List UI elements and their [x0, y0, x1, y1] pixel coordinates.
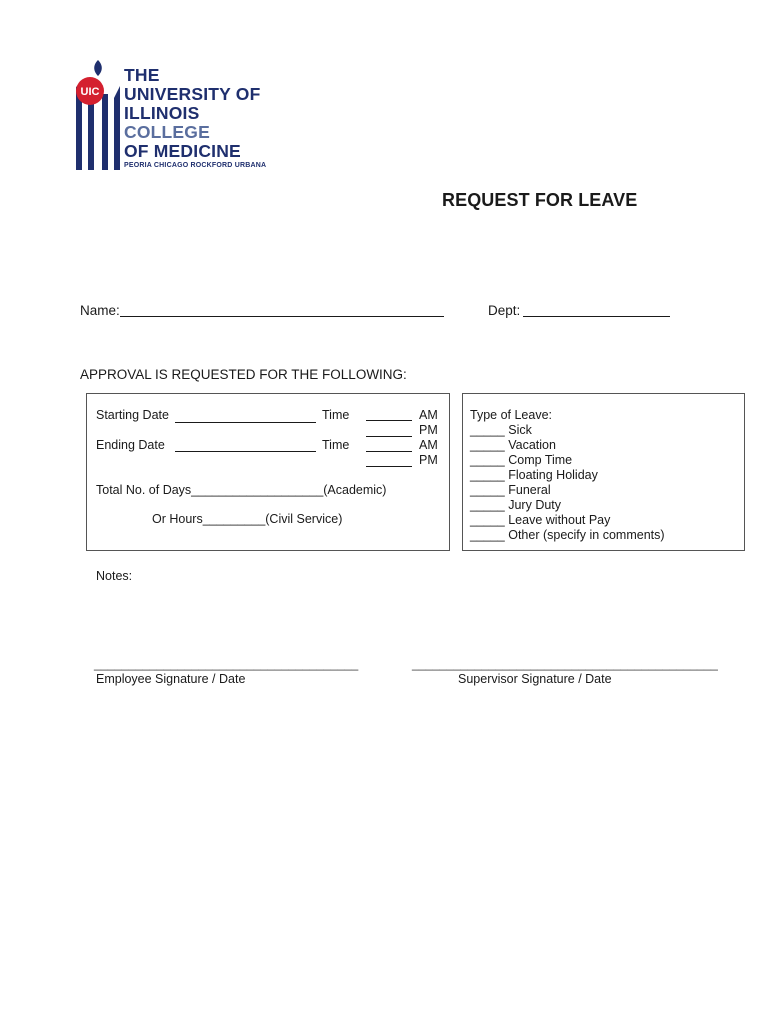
- ending-date-field[interactable]: [175, 437, 316, 452]
- leave-option-jury-duty[interactable]: _____ Jury Duty: [470, 498, 562, 512]
- leave-option-leave-without-pay[interactable]: _____ Leave without Pay: [470, 513, 611, 527]
- employee-signature-line[interactable]: ______________________________________: [94, 657, 359, 671]
- end-time-am-field[interactable]: [366, 437, 412, 452]
- start-am-label: AM: [419, 408, 438, 422]
- uic-logo-mark: [72, 58, 124, 174]
- leave-option-vacation[interactable]: _____ Vacation: [470, 438, 556, 452]
- starting-date-field[interactable]: [175, 408, 316, 423]
- logo-line-2: UNIVERSITY OF: [124, 84, 261, 104]
- notes-label: Notes:: [96, 569, 133, 583]
- dept-label: Dept:: [488, 303, 521, 318]
- hours-field[interactable]: Or Hours_________(Civil Service): [152, 512, 343, 526]
- leave-option-floating-holiday[interactable]: _____ Floating Holiday: [470, 468, 598, 482]
- end-time-label: Time: [322, 438, 350, 452]
- leave-option-other[interactable]: _____ Other (specify in comments): [470, 528, 665, 542]
- leave-option-funeral[interactable]: _____ Funeral: [470, 483, 551, 497]
- total-days-field[interactable]: Total No. of Days___________________(Academic): [96, 483, 387, 497]
- name-label: Name:: [80, 303, 120, 318]
- employee-signature-label: Employee Signature / Date: [96, 672, 246, 686]
- supervisor-signature-label: Supervisor Signature / Date: [458, 672, 612, 686]
- start-time-pm-field[interactable]: [366, 422, 412, 437]
- logo-line-5: OF MEDICINE: [124, 141, 241, 161]
- logo-line-4: COLLEGE: [124, 122, 210, 142]
- start-pm-label: PM: [419, 423, 438, 437]
- form-title: REQUEST FOR LEAVE: [442, 190, 638, 210]
- supervisor-signature-line[interactable]: ____________________________________________: [412, 657, 718, 671]
- name-field[interactable]: [120, 300, 444, 317]
- leave-option-sick[interactable]: _____ Sick: [470, 423, 532, 437]
- logo-line-3: ILLINOIS: [124, 103, 200, 123]
- leave-type-heading: Type of Leave:: [470, 408, 553, 422]
- leave-type-list: [470, 408, 665, 543]
- dept-field[interactable]: [523, 300, 670, 317]
- logo-wordmark: [124, 66, 266, 169]
- end-am-label: AM: [419, 438, 438, 452]
- approval-heading: APPROVAL IS REQUESTED FOR THE FOLLOWING:: [80, 367, 407, 382]
- start-time-label: Time: [322, 408, 350, 422]
- leave-option-comp-time[interactable]: _____ Comp Time: [470, 453, 573, 467]
- logo-cities: PEORIA CHICAGO ROCKFORD URBANA: [124, 162, 267, 169]
- ending-date-label: Ending Date: [96, 438, 165, 452]
- end-time-pm-field[interactable]: [366, 452, 412, 467]
- start-time-am-field[interactable]: [366, 406, 412, 421]
- uic-badge-text: UIC: [80, 86, 100, 98]
- end-pm-label: PM: [419, 453, 438, 467]
- starting-date-label: Starting Date: [96, 408, 169, 422]
- logo-line-1: THE: [124, 65, 160, 85]
